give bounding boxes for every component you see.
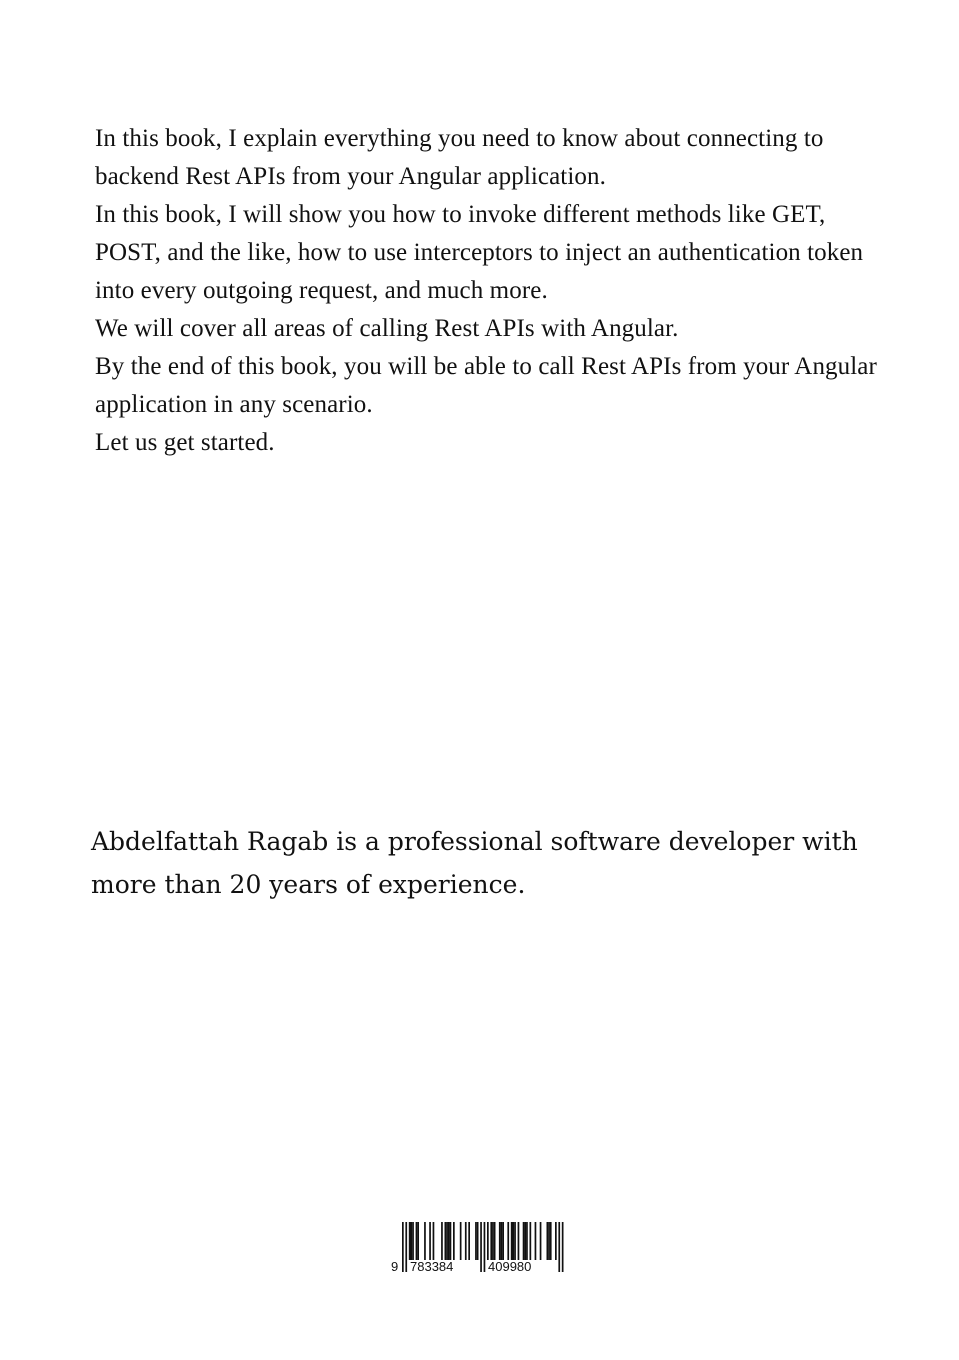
- barcode-bar: [405, 1222, 407, 1272]
- barcode-bar: [494, 1222, 496, 1260]
- barcode-bar: [446, 1222, 448, 1260]
- blurb-paragraph: In this book, I explain everything you need to know about connecting to backend Rest APIs from your Angular application.: [95, 125, 824, 190]
- barcode-bar: [424, 1222, 426, 1260]
- barcode-bar: [475, 1222, 477, 1260]
- barcode-bar: [524, 1222, 526, 1260]
- barcode-lead-digit: 9: [391, 1259, 399, 1274]
- barcode-bar: [514, 1222, 516, 1260]
- barcode-bar: [484, 1222, 486, 1272]
- barcode-bar: [511, 1222, 513, 1260]
- barcode-bar: [555, 1222, 557, 1260]
- barcode-graphic: [388, 1222, 568, 1274]
- barcode-bar: [465, 1222, 467, 1260]
- barcode-bar: [453, 1222, 455, 1260]
- barcode-bar: [445, 1222, 447, 1260]
- barcode-bar: [402, 1222, 404, 1272]
- blurb-paragraph: By the end of this book, you will be able to call Rest APIs from your Angular application in any scenario.: [95, 353, 877, 418]
- barcode-bar: [547, 1222, 549, 1260]
- author-bio: Abdelfattah Ragab is a professional software developer with more than 20 years of experience.: [91, 827, 858, 899]
- barcode-bar: [507, 1222, 509, 1260]
- blurb-paragraph: In this book, I will show you how to invoke different methods like GET, POST, and the like, how to use interceptors to inject an authentication token into every outgoing request, and much more.: [95, 201, 864, 304]
- barcode-bar: [526, 1222, 528, 1260]
- barcode-bar: [501, 1222, 503, 1260]
- barcode-bar: [450, 1222, 452, 1260]
- barcode-bar: [513, 1222, 515, 1260]
- barcode-bar: [558, 1222, 560, 1272]
- barcode-bar: [530, 1222, 532, 1260]
- blurb-paragraph: We will cover all areas of calling Rest APIs with Angular.: [95, 315, 679, 342]
- barcode-bar: [468, 1222, 470, 1260]
- barcode-right-digits: 409980: [488, 1259, 532, 1274]
- barcode-bar: [460, 1222, 462, 1260]
- barcode-bar: [540, 1222, 542, 1260]
- barcode-bar: [487, 1222, 489, 1260]
- barcode-bar: [502, 1222, 504, 1260]
- barcode-bar: [441, 1222, 443, 1260]
- barcode-bar: [417, 1222, 419, 1260]
- barcode-bar: [518, 1222, 520, 1260]
- barcode-bar: [535, 1222, 537, 1260]
- barcode-bar: [477, 1222, 479, 1260]
- barcode-bar: [448, 1222, 450, 1260]
- barcode-bar: [429, 1222, 431, 1260]
- back-cover-blurb: [95, 120, 895, 462]
- blurb-paragraph: Let us get started.: [95, 429, 275, 456]
- barcode-bar: [409, 1222, 411, 1260]
- barcode-bar: [548, 1222, 550, 1260]
- barcode-bar: [433, 1222, 435, 1260]
- barcode-bar: [412, 1222, 414, 1260]
- barcode-left-digits: 783384: [410, 1259, 454, 1274]
- barcode-bar: [480, 1222, 482, 1272]
- barcode-bar: [499, 1222, 501, 1260]
- barcode-bar: [562, 1222, 564, 1272]
- barcode-bar: [492, 1222, 494, 1260]
- barcode-bar: [411, 1222, 413, 1260]
- isbn-barcode: [388, 1222, 568, 1274]
- barcode-bar: [490, 1222, 492, 1260]
- barcode-bar: [550, 1222, 552, 1260]
- barcode-bar: [416, 1222, 418, 1260]
- barcode-bar: [523, 1222, 525, 1260]
